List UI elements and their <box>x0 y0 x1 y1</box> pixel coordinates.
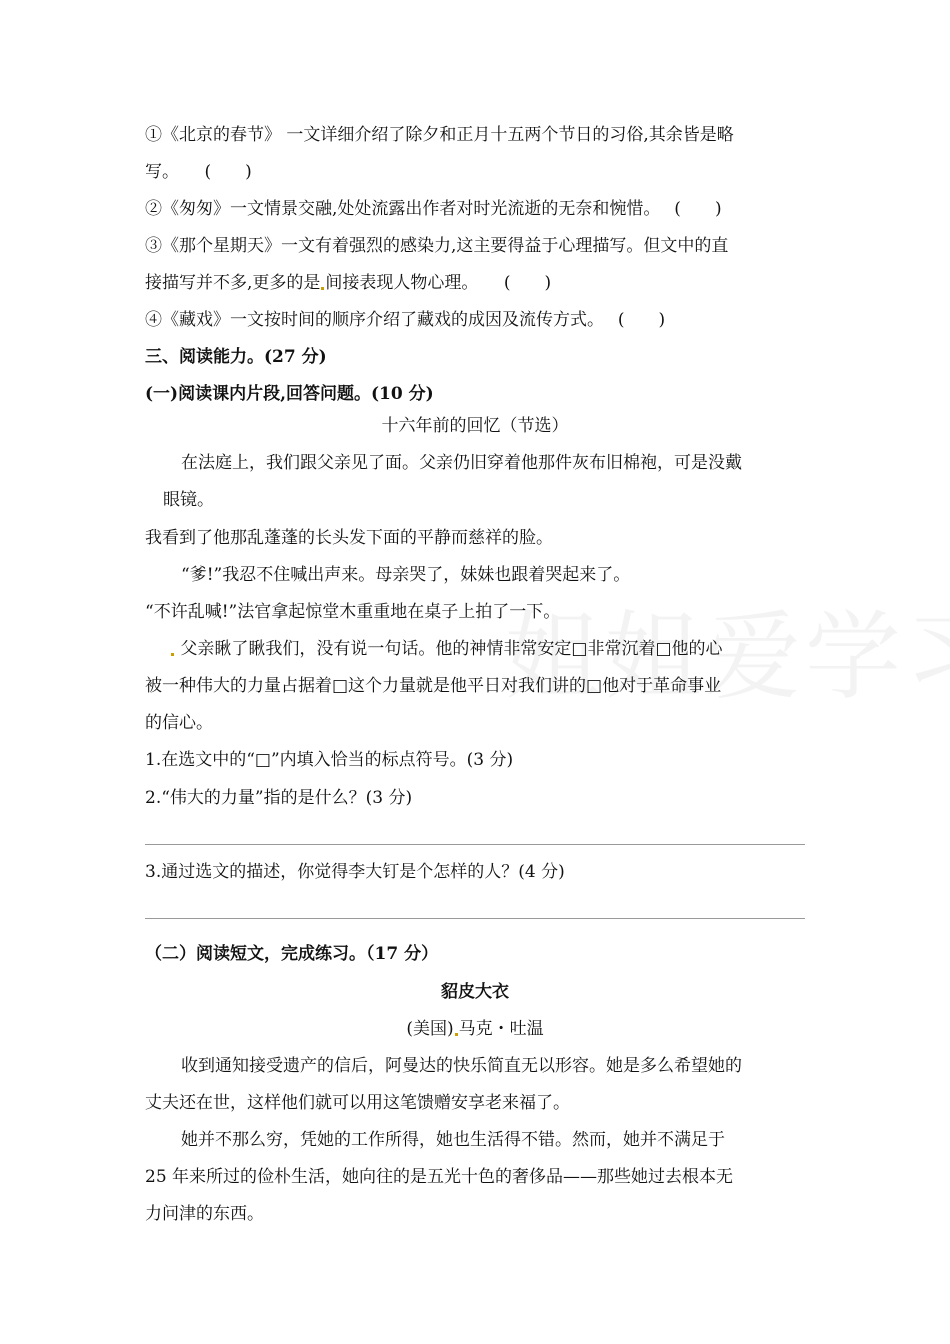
part-1-p5-line-3: 的信心。 <box>145 713 213 733</box>
part-2-heading: （二）阅读短文，完成练习。（17 分） <box>145 944 439 964</box>
part-1-p3: “爹!”我忍不住喊出声来。母亲哭了，妹妹也跟着哭起来了。 <box>181 565 631 585</box>
judge-item-1-line-2: 写。 ( ) <box>145 162 252 182</box>
mark-dot <box>455 1033 458 1036</box>
part-1-p2: 我看到了他那乱蓬蓬的长头发下面的平静而慈祥的脸。 <box>145 528 553 548</box>
judge-item-2: ②《匆匆》一文情景交融,处处流露出作者对时光流逝的无奈和惋惜。 ( ) <box>145 199 722 219</box>
judge-item-1-line-1: ①《北京的春节》 一文详细介绍了除夕和正月十五两个节日的习俗,其余皆是略 <box>145 125 734 145</box>
part-2-p1-line-2: 丈夫还在世，这样他们就可以用这笔馈赠安享老来福了。 <box>145 1093 570 1113</box>
part-2-p2-line-2: 25 年来所过的俭朴生活，她向往的是五光十色的奢侈品——那些她过去根本无 <box>145 1167 734 1187</box>
part-1-p5-line-2: 被一种伟大的力量占据着□这个力量就是他平日对我们讲的□他对于革命事业 <box>145 676 722 696</box>
part-1-p1-line-1: 在法庭上，我们跟父亲见了面。父亲仍旧穿着他那件灰布旧棉袍，可是没戴 <box>181 453 742 473</box>
judge-item-3-line-1: ③《那个星期天》一文有着强烈的感染力,这主要得益于心理描写。但文中的直 <box>145 236 729 256</box>
judge-item-3-line-2 <box>145 272 551 294</box>
part-2-p1-line-1: 收到通知接受遗产的信后，阿曼达的快乐简直无以形容。她是多么希望她的 <box>181 1056 742 1076</box>
answer-line-3 <box>145 918 805 919</box>
judge-item-3-text-a: 接描写并不多,更多的是 <box>145 273 321 293</box>
author-country: (美国) <box>406 1019 454 1039</box>
part-1-p4: “不许乱喊!”法官拿起惊堂木重重地在桌子上拍了一下。 <box>145 602 561 622</box>
mark-dot <box>321 287 324 290</box>
judge-item-4: ④《藏戏》一文按时间的顺序介绍了藏戏的成因及流传方式。 ( ) <box>145 310 666 330</box>
mark-dot <box>171 653 174 656</box>
part-1-p1-line-2: 眼镜。 <box>163 490 214 510</box>
section-3-title: 三、阅读能力。(27 分) <box>145 347 327 367</box>
part-2-title: 貂皮大衣 <box>441 982 509 1002</box>
question-2: 2.“伟大的力量”指的是什么？(3 分) <box>145 788 413 808</box>
part-1-p5-text: 父亲瞅了瞅我们，没有说一句话。他的神情非常安定□非常沉着□他的心 <box>180 639 723 659</box>
answer-line-2 <box>145 844 805 845</box>
question-1: 1.在选文中的“□”内填入恰当的标点符号。(3 分) <box>145 750 514 770</box>
question-3: 3.通过选文的描述，你觉得李大钉是个怎样的人？(4 分) <box>145 862 565 882</box>
part-1-title: 十六年前的回忆（节选） <box>381 416 569 436</box>
part-2-author <box>0 1018 950 1040</box>
part-2-p2-line-1: 她并不那么穷，凭她的工作所得，她也生活得不错。然而，她并不满足于 <box>181 1130 725 1150</box>
author-name: 马克・吐温 <box>458 1019 544 1039</box>
part-2-p2-line-3: 力问津的东西。 <box>145 1204 264 1224</box>
part-1-heading: (一)阅读课内片段,回答问题。(10 分) <box>145 384 434 404</box>
part-1-p5-line-1 <box>170 638 723 660</box>
judge-item-3-text-b: 间接表现人物心理。 ( ) <box>325 273 552 293</box>
